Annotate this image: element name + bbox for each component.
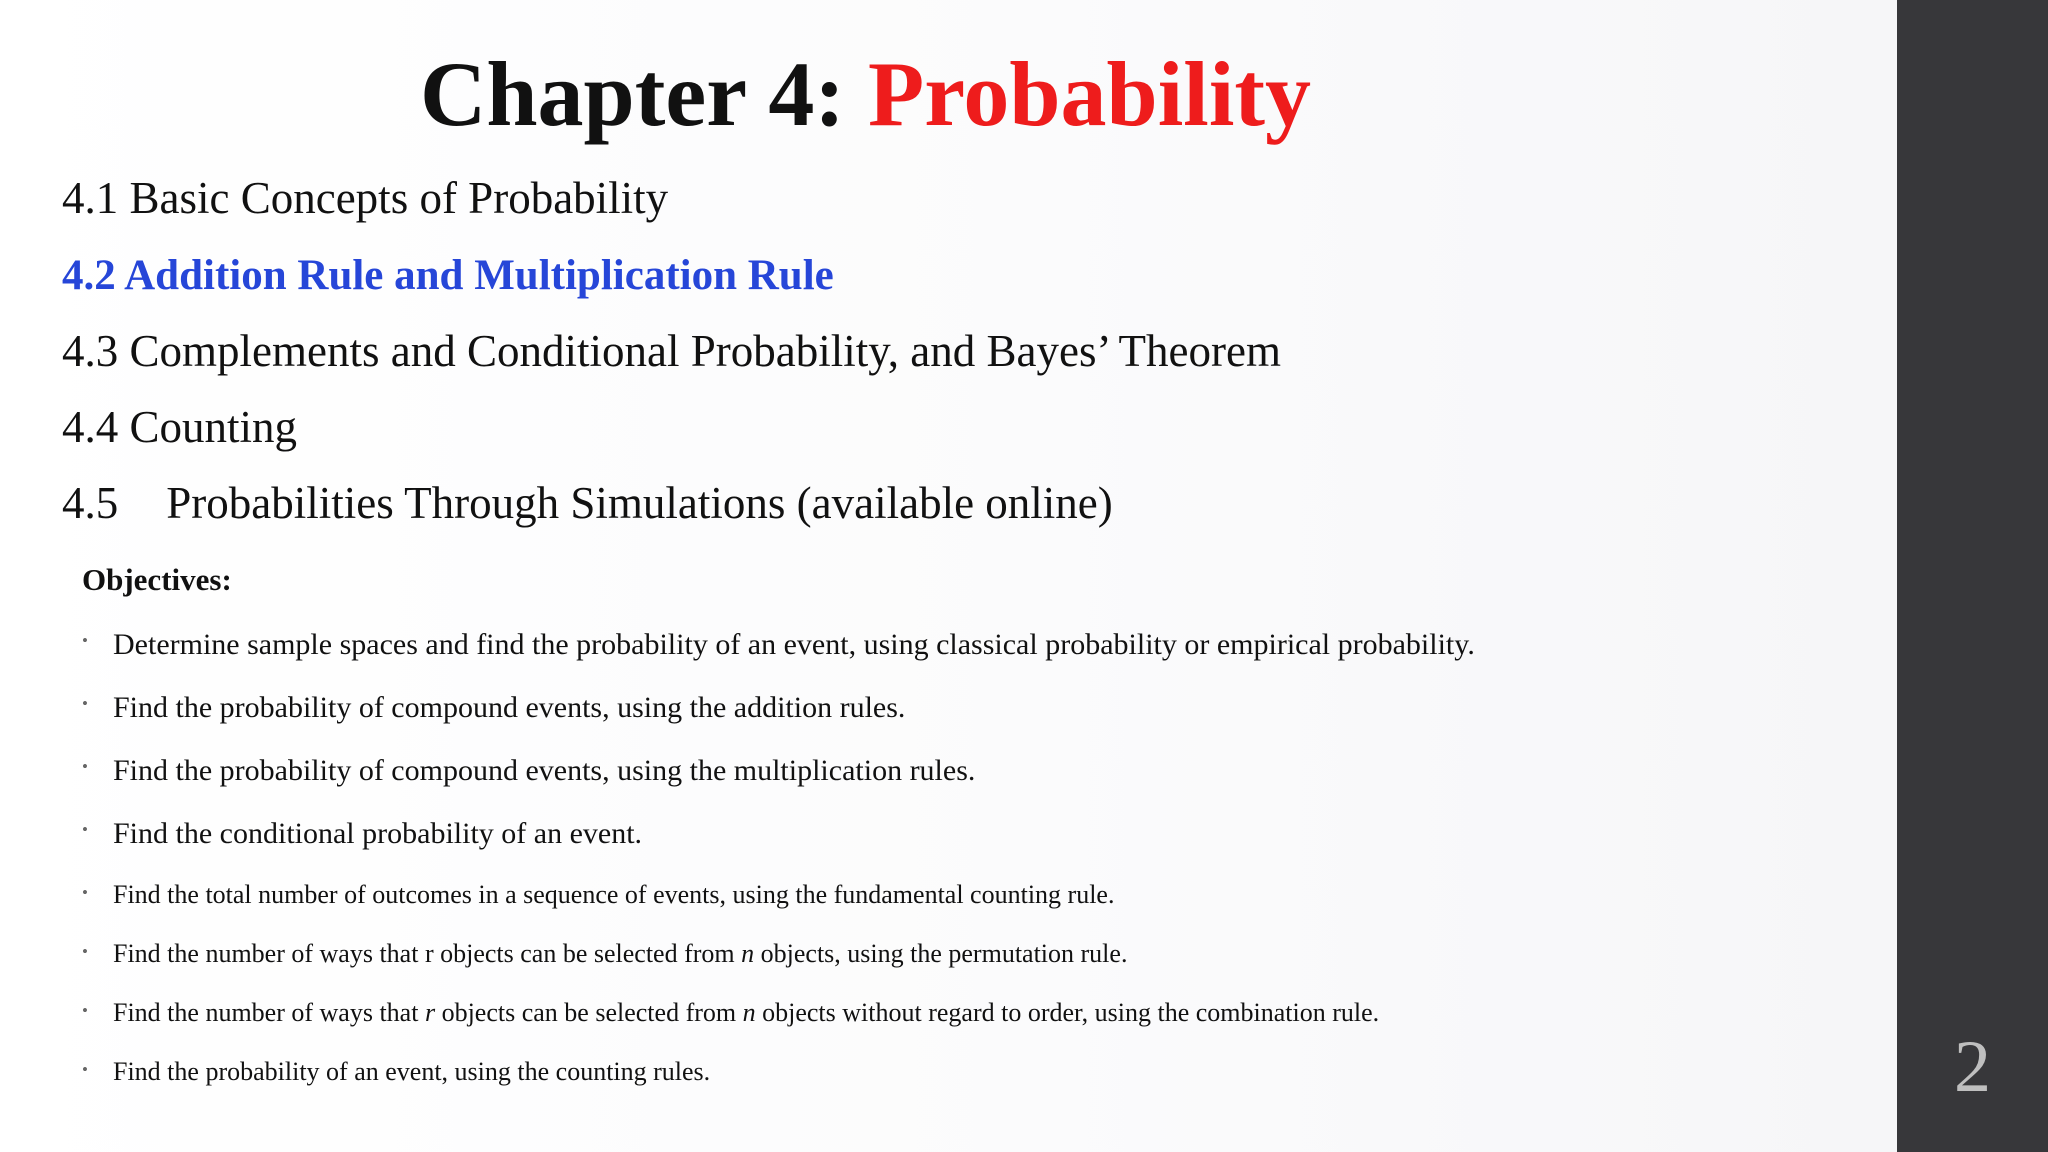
variable-n: n [742,998,756,1027]
objective-text: Find the probability of compound events, using the multiplication rules. [113,754,976,787]
title-highlight: Probability [868,43,1312,145]
variable-n: n [741,939,755,968]
objective-text: Find the conditional probability of an event. [113,817,643,850]
objective-item [82,1059,710,1085]
bullet-icon: • [82,1060,88,1079]
bullet-icon: • [82,942,88,961]
bullet-icon: • [82,631,88,650]
section-4-5 [62,478,1113,528]
objective-text: Find the probability of an event, using the counting rules. [113,1057,711,1086]
section-label: 4.2 Addition Rule and Multiplication Rule [62,252,834,299]
bullet-icon: • [82,757,88,776]
objective-text: Find the number of ways that r objects can be selected from n objects without regard to order, using the combination rule. [113,998,1380,1027]
objective-text: Determine sample spaces and find the probability of an event, using classical probability or empirical probability. [113,628,1475,661]
section-label: 4.3 Complements and Conditional Probability, and Bayes’ Theorem [62,326,1281,376]
section-label: Probabilities Through Simulations (available online) [166,478,1113,528]
objective-item [82,630,1475,660]
objective-item [82,819,642,849]
section-4-4 [62,402,298,452]
objective-item [82,941,1127,967]
section-label: 4.1 Basic Concepts of Probability [62,173,669,223]
objective-item [82,693,905,723]
objective-item [82,882,1114,908]
section-4-3 [62,326,1281,376]
bullet-icon: • [82,883,88,902]
slide-title [0,44,1731,145]
bullet-icon: • [82,694,88,713]
objective-text: Find the total number of outcomes in a sequence of events, using the fundamental counting rule. [113,880,1115,909]
objective-text: Find the number of ways that r objects can be selected from n objects, using the permutation rule. [113,939,1128,968]
side-bar [1897,0,2048,1152]
section-label: 4.4 Counting [62,402,298,452]
variable-r: r [424,998,436,1027]
objective-item [82,756,975,786]
bullet-icon: • [82,820,88,839]
section-number: 4.5 [62,478,119,528]
title-prefix: Chapter 4: [419,43,846,145]
objectives-heading: Objectives: [82,562,232,597]
objective-item [82,1000,1379,1026]
section-4-2-current [62,254,834,297]
bullet-icon: • [82,1001,88,1020]
objective-text: Find the probability of compound events, using the addition rules. [113,691,906,724]
section-4-1 [62,173,669,223]
page-number: 2 [1954,1026,1991,1108]
